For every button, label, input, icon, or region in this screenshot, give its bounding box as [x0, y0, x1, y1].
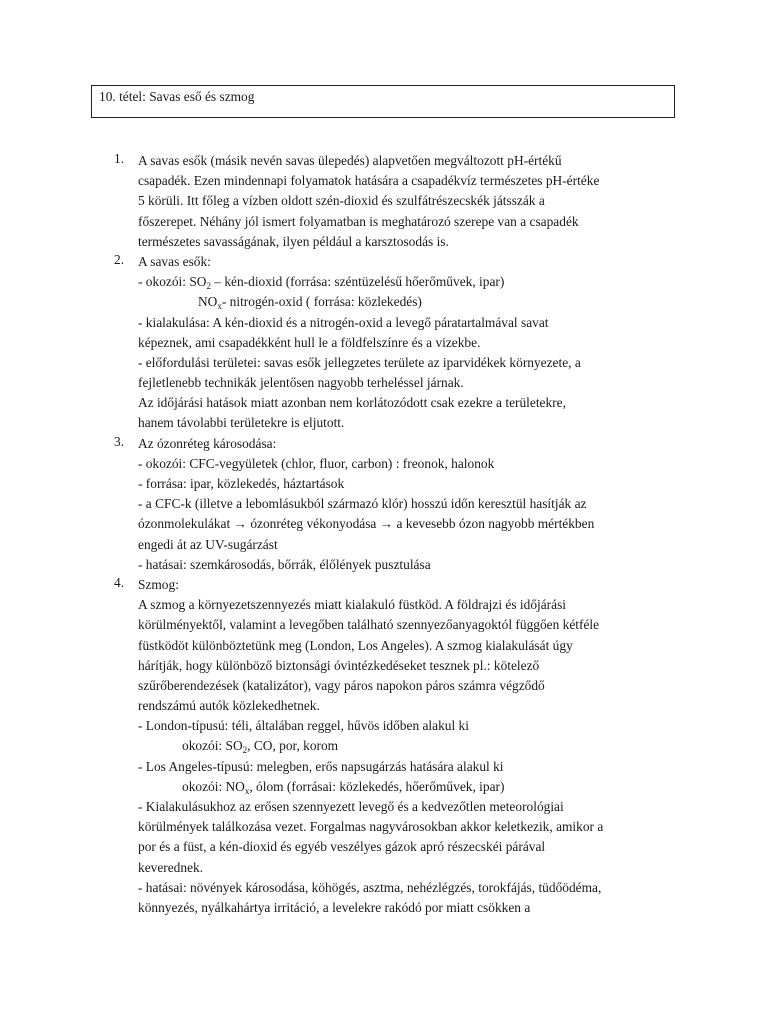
text-line: természetes savasságának, ilyen például a karsztosodás is. [138, 233, 449, 249]
subscript: x [244, 785, 250, 796]
subscript: 2 [206, 281, 211, 292]
item-number: 1. [114, 151, 125, 166]
text-line [138, 777, 683, 797]
text-line: Az időjárási hatások miatt azonban nem korlátozódott csak ezekre a területekre, [138, 395, 566, 411]
text-line: 5 körüli. Itt főleg a vízben oldott szén-dioxid és szulfátrészecskék játsszák a [138, 193, 545, 209]
arrow-icon: → [233, 516, 247, 532]
text-line: körülményektől, valamint a levegőben található szennyezőanyagoktól függően kétféle [138, 617, 600, 633]
text-line [138, 272, 683, 292]
text-fragment: – kén-dioxid (forrása: széntüzelésű hőerőművek, ipar) [210, 274, 505, 290]
text-line: engedi át az UV-sugárzást [138, 536, 278, 552]
text-line: keverednek. [138, 859, 204, 875]
text-line: csapadék. Ezen mindennapi folyamatok hatására a csapadékvíz természetes pH-értéke [138, 173, 600, 189]
text-line: szűrőberendezések (katalizátor), vagy páros napokon páros számra végződő [138, 677, 545, 693]
text-fragment: - okozói: SO [138, 274, 207, 290]
text-line [138, 292, 683, 312]
arrow-icon: → [379, 516, 394, 532]
text-line: - Kialakulásukhoz az erősen szennyezett levegő és a kedvezőtlen meteorológiai [138, 799, 564, 814]
text-line: - Los Angeles-típusú: melegben, erős napsugárzás hatására alakul ki [138, 758, 504, 774]
item-number: 4. [114, 574, 125, 590]
text-line: - kialakulása: A kén-dioxid és a nitrogén-oxid a levegő páratartalmával savat [138, 314, 549, 330]
text-fragment: a kevesebb ózon nagyobb mértékben [393, 516, 595, 532]
text-fragment: , CO, por, korom [247, 738, 339, 754]
item-number: 2. [114, 251, 125, 267]
list-item-1 [114, 151, 683, 252]
text-line: Szmog: [138, 576, 179, 592]
text-fragment: NO [198, 294, 218, 310]
text-line: por és a füst, a kén-dioxid és egyéb veszélyes gázok apró részecskéi párával [138, 839, 546, 855]
text-line: fejletlenebb technikák jelentősen nagyobb terheléssel járnak. [138, 375, 464, 391]
text-fragment: okozói: SO [182, 738, 243, 754]
text-line [138, 736, 683, 756]
title-box [91, 85, 675, 118]
text-line: - hatásai: növények károsodása, köhögés, asztma, nehézlégzés, torokfájás, tüdőödéma, [138, 879, 602, 895]
document-title: 10. tétel: Savas eső és szmog [99, 89, 255, 104]
text-line: A savas esők (másik nevén savas ülepedés) alapvetően megváltozott pH-értékű [138, 153, 562, 168]
text-line: A savas esők: [138, 253, 211, 269]
text-fragment: - nitrogén-oxid ( forrása: közlekedés) [221, 294, 422, 310]
text-line: hanem távolabbi területekre is eljutott. [138, 415, 345, 431]
text-fragment: ózonréteg vékonyodása [246, 516, 380, 532]
text-fragment: , ólom (forrásai: közlekedés, hőerőművek, ipar) [249, 778, 505, 794]
numbered-list [114, 151, 683, 918]
text-line: főszerepet. Néhány jól ismert folyamatban is meghatározó szerepe van a csapadék [138, 213, 579, 229]
text-line: - forrása: ipar, közlekedés, háztartások [138, 476, 345, 491]
subscript: 2 [242, 745, 248, 756]
text-line: képeznek, ami csapadékként hull le a földfelszínre és a vizekbe. [138, 334, 481, 350]
text-line: - a CFC-k (illetve a lebomlásukból származó klór) hosszú időn keresztül hasítják az [138, 496, 587, 512]
list-item-3 [114, 433, 683, 575]
text-line: könnyezés, nyálkahártya irritáció, a levelekre rakódó por miatt csökken a [138, 899, 531, 915]
text-line: - előfordulási területei: savas esők jellegzetes területe az iparvidékek környezete, a [138, 354, 581, 370]
text-line [138, 514, 683, 534]
text-fragment: okozói: NO [182, 778, 245, 794]
text-line: rendszámú autók közlekedhetnek. [138, 698, 320, 714]
text-line: - London-típusú: téli, általában reggel, hűvös időben alakul ki [138, 718, 469, 734]
item-number: 3. [114, 433, 125, 449]
text-line: füstködöt különböztetünk meg (London, Los Angeles). A szmog kialakulását úgy [138, 637, 573, 653]
list-item-4 [114, 574, 683, 918]
text-line: Az ózonréteg károsodása: [138, 435, 277, 451]
list-item-2 [114, 251, 683, 434]
text-line: körülmények találkozása vezet. Forgalmas nagyvárosokban akkor keletkezik, amikor a [138, 819, 604, 835]
text-line: hárítják, hogy különböző biztonsági óvintézkedéseket tesznek pl.: kötelező [138, 657, 540, 673]
text-line: - okozói: CFC-vegyületek (chlor, fluor, carbon) : freonok, halonok [138, 455, 495, 471]
text-line: - hatásai: szemkárosodás, bőrrák, élőlények pusztulása [138, 556, 431, 572]
subscript: x [217, 301, 222, 312]
text-line: A szmog a környezetszennyezés miatt kialakuló füstköd. A földrajzi és időjárási [138, 597, 567, 613]
text-fragment: ózonmolekulákat [138, 516, 231, 532]
